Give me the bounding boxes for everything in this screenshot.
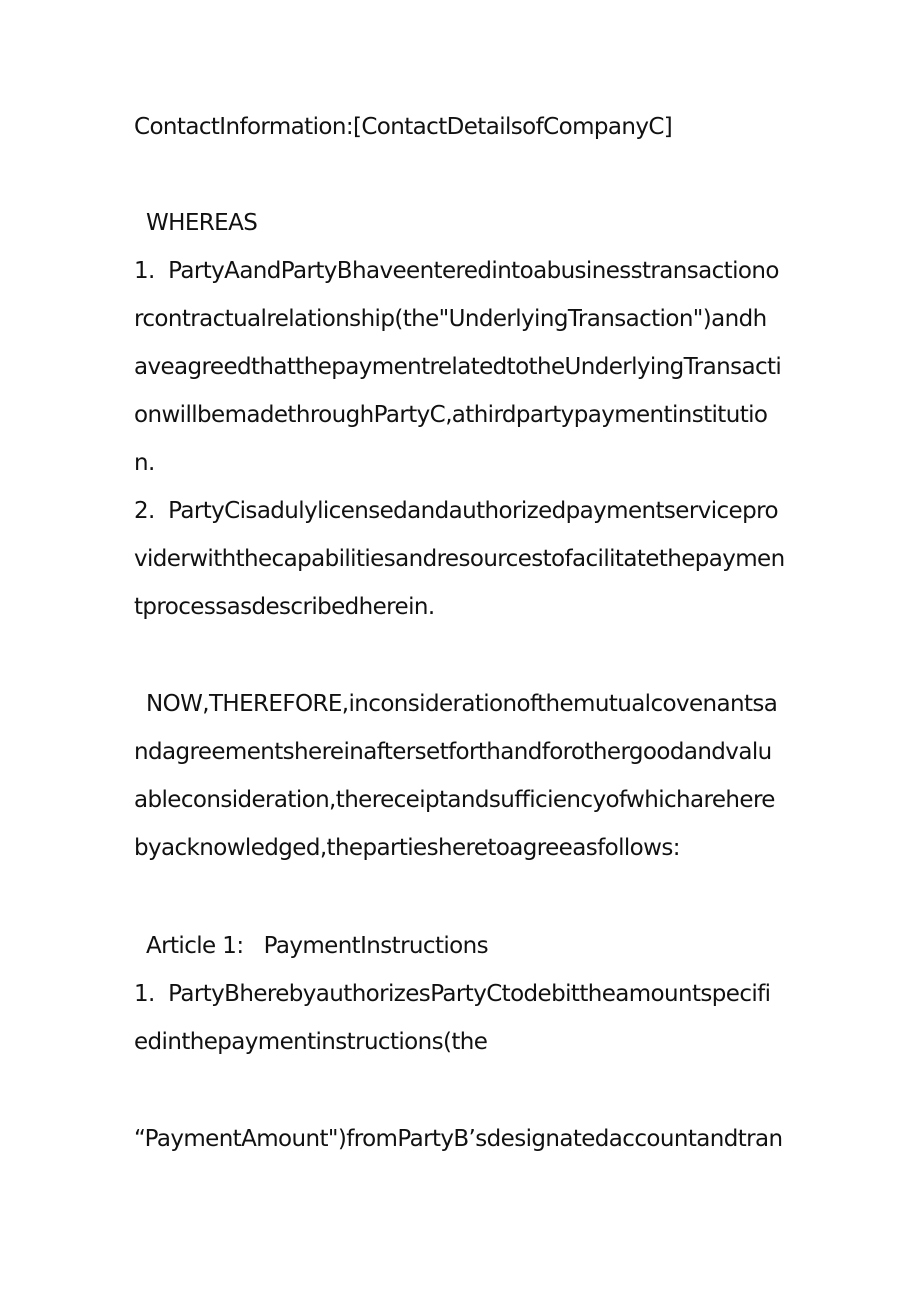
now-therefore-line-4: byacknowledged,thepartiesheretoagreeasfollows: (134, 835, 680, 861)
whereas-heading: WHEREAS (146, 210, 258, 236)
recital-1-line-5: n. (134, 450, 155, 476)
recital-1-line-2: rcontractualrelationship(the"UnderlyingTransaction")andh (134, 306, 767, 332)
recital-2-line-1: 2. PartyCisadulylicensedandauthorizedpaymentservicepro (134, 498, 778, 524)
now-therefore-line-2: ndagreementshereinaftersetforthandforothergoodandvalu (134, 739, 772, 765)
article-1-heading: Article 1: PaymentInstructions (146, 933, 488, 959)
now-therefore-line-3: ableconsideration,thereceiptandsufficiencyofwhicharehere (134, 787, 775, 813)
article-1-clause-1-line-3: “PaymentAmount")fromPartyB’sdesignatedaccountandtran (134, 1126, 783, 1152)
recital-1-line-3: aveagreedthatthepaymentrelatedtotheUnderlyingTransacti (134, 354, 782, 380)
recital-1-line-1: 1. PartyAandPartyBhaveenteredintoabusinesstransactiono (134, 258, 779, 284)
now-therefore-line-1: NOW,THEREFORE,inconsiderationofthemutualcovenantsa (146, 691, 778, 717)
recital-2-line-2: viderwiththecapabilitiesandresourcestofacilitatethepaymen (134, 546, 785, 572)
article-1-clause-1-line-1: 1. PartyBherebyauthorizesPartyCtodebittheamountspecifi (134, 981, 771, 1007)
article-1-clause-1-line-2: edinthepaymentinstructions(the (134, 1029, 488, 1055)
contact-information-line: ContactInformation:[ContactDetailsofCompanyC] (134, 114, 673, 140)
recital-1-line-4: onwillbemadethroughPartyC‚athirdpartypaymentinstitutio (134, 402, 768, 428)
recital-2-line-3: tprocessasdescribedherein. (134, 594, 435, 620)
